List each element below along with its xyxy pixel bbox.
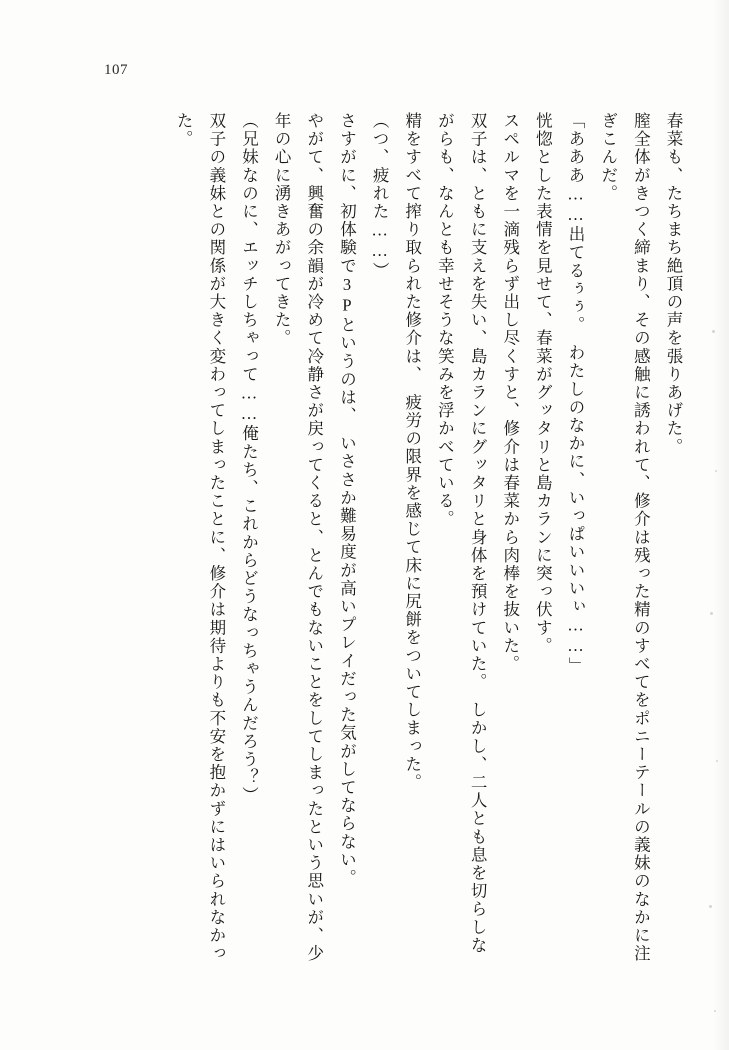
- scan-speck: [716, 760, 718, 762]
- scan-speck: [715, 470, 717, 472]
- paragraph: 双子の義妹との関係が大きく変わってしまったことに、修介は期待よりも不安を抱かずにはいられなかった。: [174, 112, 226, 963]
- paragraph: スペルマを一滴残らず出し尽くすと、修介は春菜から肉棒を抜いた。: [500, 112, 520, 674]
- scan-speck: [709, 905, 712, 908]
- paragraph: 双子は、ともに支えを失い、島カランにグッタリと身体を預けていた。 しかし、二人とも息を切らしながらも、なんとも幸せそうな笑みを浮かべている。: [435, 112, 488, 955]
- scan-speck: [712, 330, 715, 333]
- paragraph: やがて、興奮の余韻が冷めて冷静さが戻ってくると、とんでもないことをしてしまったという思いが、少年の心に湧きあがってきた。: [272, 112, 324, 963]
- paragraph: 精をすべて搾り取られた修介は、 疲労の限界を感じて床に尻餅をついてしまった。: [402, 112, 422, 792]
- paragraph: （兄妹なのに、エッチしちゃって……俺たち、これからどうなっちゃうんだろう？）: [239, 112, 259, 805]
- paragraph: さすがに、初体験で3Pというのは、 いささか難易度が高いプレイだった気がしてならない。: [337, 112, 357, 888]
- scan-speck: [714, 1010, 716, 1012]
- paragraph: 「あああ……出てるぅぅ。 わたしのなかに、いっぱいいいぃ……」: [566, 112, 586, 675]
- page-edge-shading: [713, 0, 729, 1050]
- paragraph: 恍惚とした表情を見せて、春菜がグッタリと島カランに突っ伏す。: [533, 112, 553, 655]
- paragraph: 春菜も、たちまち絶頂の声を張りあげた。: [664, 112, 683, 456]
- paragraph: （つ、疲れた……）: [370, 112, 390, 280]
- paragraph: 膣全体がきつく締まり、その感触に誘われて、修介は残った精のすべてをポニーテールの義妹のなかに注ぎこんだ。: [598, 112, 651, 963]
- scan-speck: [710, 612, 713, 615]
- page-number: 107: [104, 62, 128, 78]
- body-text: [60, 112, 689, 972]
